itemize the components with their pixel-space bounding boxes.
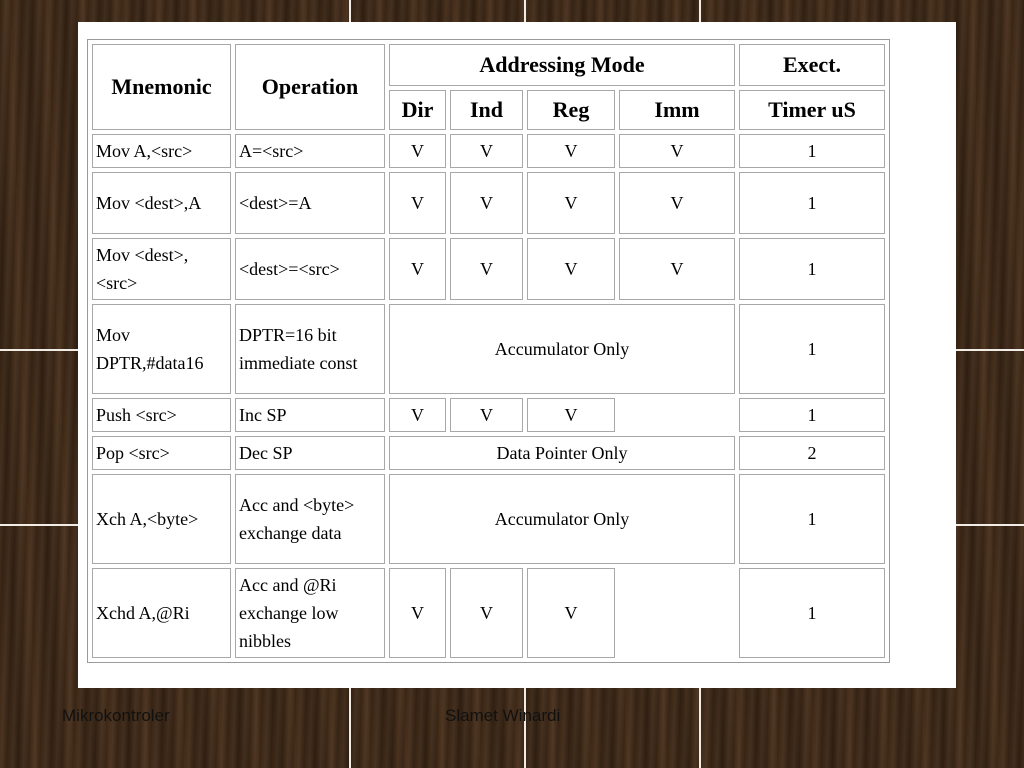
cell-reg: V <box>527 238 615 300</box>
cell-imm: V <box>619 172 735 234</box>
cell-operation: Acc and @Ri exchange low nibbles <box>235 568 385 658</box>
header-imm: Imm <box>619 90 735 130</box>
cell-mnemonic: Xch A,<byte> <box>92 474 231 564</box>
cell-reg: V <box>527 568 615 658</box>
cell-imm-empty <box>619 568 735 658</box>
cell-dir: V <box>389 398 446 432</box>
cell-operation: A=<src> <box>235 134 385 168</box>
cell-operation: DPTR=16 bit immediate const <box>235 304 385 394</box>
cell-imm: V <box>619 238 735 300</box>
header-reg: Reg <box>527 90 615 130</box>
table-row <box>92 134 885 168</box>
cell-ind: V <box>450 398 523 432</box>
table-row <box>92 238 885 300</box>
cell-mnemonic: Mov DPTR,#data16 <box>92 304 231 394</box>
instruction-table <box>87 39 890 663</box>
cell-time: 1 <box>739 474 885 564</box>
header-ind: Ind <box>450 90 523 130</box>
cell-time: 1 <box>739 568 885 658</box>
cell-mnemonic: Mov <dest>, <src> <box>92 238 231 300</box>
table-row <box>92 568 885 658</box>
cell-mnemonic: Push <src> <box>92 398 231 432</box>
cell-dir: V <box>389 238 446 300</box>
cell-mode-span: Accumulator Only <box>389 474 735 564</box>
cell-time: 1 <box>739 134 885 168</box>
header-timer: Timer uS <box>739 90 885 130</box>
header-addressing-mode: Addressing Mode <box>389 44 735 86</box>
table-row <box>92 398 885 432</box>
cell-mode-span: Data Pointer Only <box>389 436 735 470</box>
cell-time: 1 <box>739 304 885 394</box>
cell-operation: Inc SP <box>235 398 385 432</box>
cell-operation: <dest>=A <box>235 172 385 234</box>
cell-mnemonic: Xchd A,@Ri <box>92 568 231 658</box>
header-row <box>92 44 885 86</box>
cell-time: 1 <box>739 238 885 300</box>
table-row <box>92 304 885 394</box>
header-exect: Exect. <box>739 44 885 86</box>
cell-mnemonic: Mov A,<src> <box>92 134 231 168</box>
cell-imm: V <box>619 134 735 168</box>
table-panel <box>78 22 956 688</box>
table-row <box>92 474 885 564</box>
cell-time: 1 <box>739 398 885 432</box>
cell-mnemonic: Pop <src> <box>92 436 231 470</box>
table-row <box>92 172 885 234</box>
cell-ind: V <box>450 172 523 234</box>
cell-dir: V <box>389 134 446 168</box>
footer-course-title: Mikrokontroler <box>62 706 170 725</box>
cell-reg: V <box>527 398 615 432</box>
cell-ind: V <box>450 568 523 658</box>
cell-time: 2 <box>739 436 885 470</box>
header-operation: Operation <box>235 44 385 130</box>
cell-ind: V <box>450 238 523 300</box>
header-mnemonic: Mnemonic <box>92 44 231 130</box>
cell-mode-span: Accumulator Only <box>389 304 735 394</box>
cell-ind: V <box>450 134 523 168</box>
cell-time: 1 <box>739 172 885 234</box>
cell-mnemonic: Mov <dest>,A <box>92 172 231 234</box>
cell-reg: V <box>527 134 615 168</box>
header-dir: Dir <box>389 90 446 130</box>
cell-operation: Acc and <byte> exchange data <box>235 474 385 564</box>
cell-operation: Dec SP <box>235 436 385 470</box>
table-row <box>92 436 885 470</box>
footer-author: Slamet Winardi <box>445 706 561 725</box>
cell-imm-empty <box>619 398 735 432</box>
cell-operation: <dest>=<src> <box>235 238 385 300</box>
cell-reg: V <box>527 172 615 234</box>
cell-dir: V <box>389 568 446 658</box>
cell-dir: V <box>389 172 446 234</box>
